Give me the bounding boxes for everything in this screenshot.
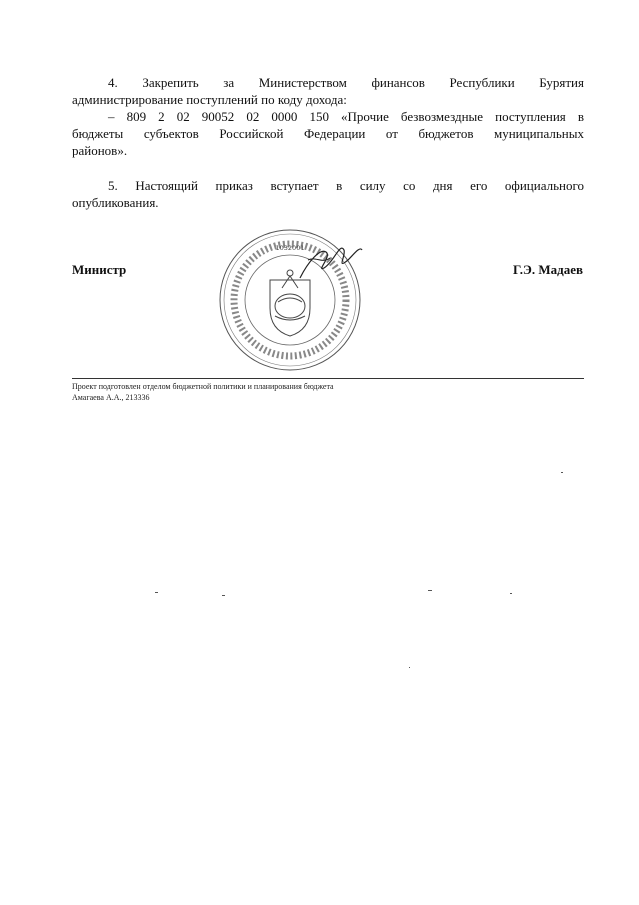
scan-speck xyxy=(409,667,410,668)
seal-number: 1032001 xyxy=(275,244,305,252)
item-4-line-2: администрирование поступлений по коду дохода: xyxy=(72,92,347,107)
scan-speck xyxy=(155,592,158,593)
signature-name: Г.Э. Мадаев xyxy=(512,262,583,277)
item-4-line-3: – 809 2 02 90052 02 0000 150 «Прочие безвозмездные поступления в xyxy=(108,109,584,124)
scan-speck xyxy=(222,595,225,596)
item-4-line-5: районов». xyxy=(72,143,128,158)
official-seal xyxy=(212,220,372,380)
item-4-paragraph xyxy=(72,74,584,159)
coat-of-arms-icon xyxy=(270,270,310,336)
footer-line-2: Амагаева А.А., 213336 xyxy=(72,393,150,402)
item-5-line-2: опубликования. xyxy=(72,195,159,210)
footer-divider xyxy=(72,378,584,379)
item-4-line-4: бюджеты субъектов Российской Федерации от бюджетов муниципальных xyxy=(72,126,584,141)
item-5-paragraph xyxy=(72,177,584,211)
handwritten-signature xyxy=(300,248,362,278)
signature-title: Министр xyxy=(72,262,127,277)
item-4-line-1: 4. Закрепить за Министерством финансов Республики Бурятия xyxy=(108,75,584,90)
item-5-line-1: 5. Настоящий приказ вступает в силу со дня его официального xyxy=(108,178,584,193)
scan-speck xyxy=(561,472,563,473)
footer-line-1: Проект подготовлен отделом бюджетной политики и планирования бюджета xyxy=(72,382,334,391)
scan-speck xyxy=(428,590,432,591)
footer-note xyxy=(72,381,334,403)
scan-speck xyxy=(510,593,512,594)
